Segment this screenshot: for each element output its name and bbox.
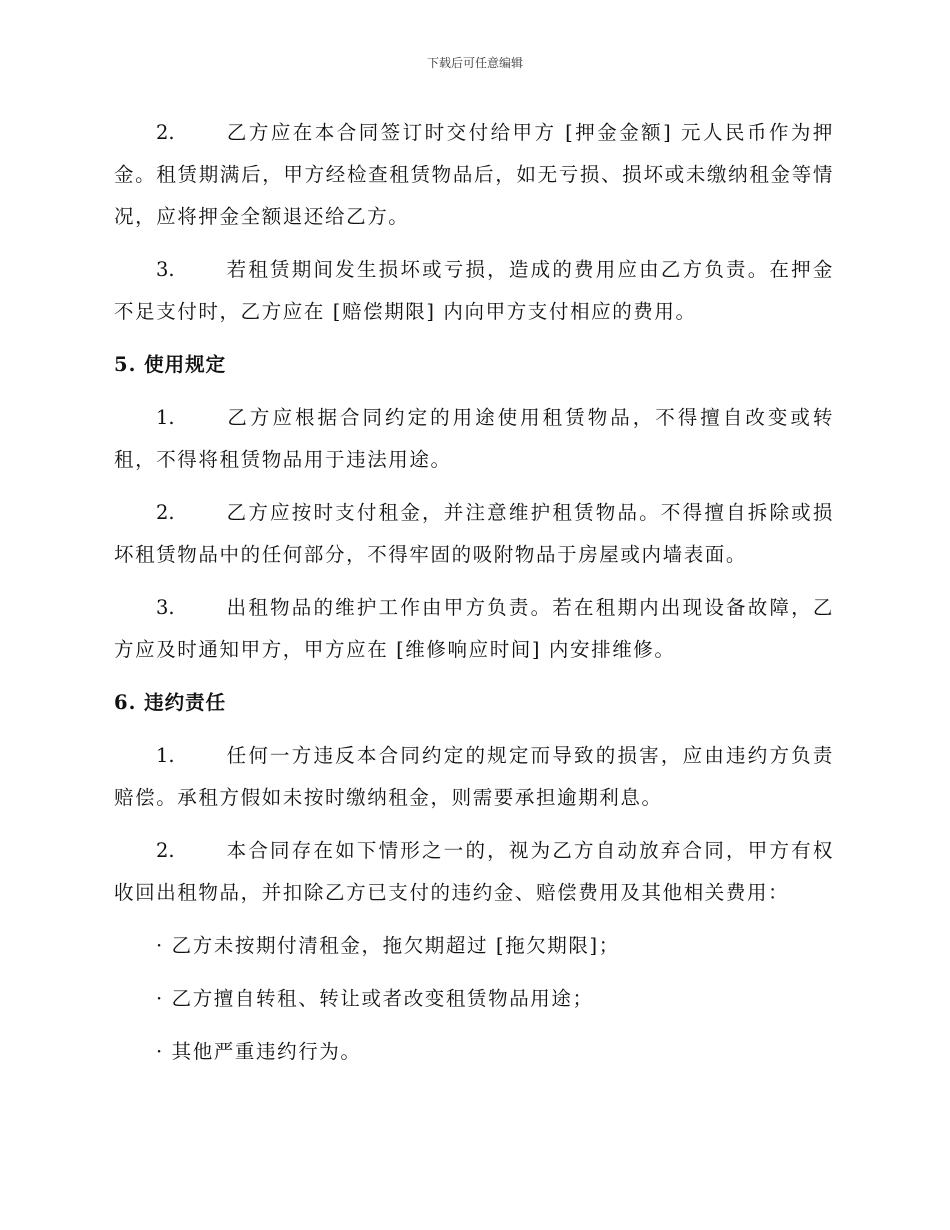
section5-item-2 [114, 492, 834, 576]
item-text: 乙方应按时支付租金，并注意维护租赁物品。不得擅自拆除或损坏租赁物品中的任何部分，不得牢固的吸附物品于房屋或内墙表面。 [114, 501, 834, 566]
item-text: 出租物品的维护工作由甲方负责。若在租期内出现设备故障，乙方应及时通知甲方，甲方应在 [维修响应时间] 内安排维修。 [114, 596, 834, 661]
bullet-item: · 其他严重违约行为。 [156, 1040, 362, 1063]
section5-heading: 5. 使用规定 [114, 353, 227, 376]
section5-item-3 [114, 587, 834, 671]
bullet-item: · 乙方擅自转租、转让或者改变租赁物品用途； [156, 987, 594, 1010]
item-number: 2. [156, 501, 175, 524]
item-text: 任何一方违反本合同约定的规定而导致的损害，应由违约方负责赔偿。承租方假如未按时缴纳租金，则需要承担逾期利息。 [114, 744, 834, 809]
item-number: 3. [156, 596, 175, 619]
page-header: 下载后可任意编辑 [426, 56, 523, 70]
item-number: 1. [156, 744, 175, 767]
item-number: 2. [156, 121, 175, 144]
item-text: 若租赁期间发生损坏或亏损，造成的费用应由乙方负责。在押金不足支付时，乙方应在 [赔偿期限] 内向甲方支付相应的费用。 [114, 258, 834, 323]
bullet-item: · 乙方未按期付清租金，拖欠期超过 [拖欠期限]； [156, 934, 620, 957]
section4-item-2 [114, 112, 834, 238]
item-number: 2. [156, 839, 175, 862]
item-text: 本合同存在如下情形之一的，视为乙方自动放弃合同，甲方有权收回出租物品，并扣除乙方已支付的违约金、赔偿费用及其他相关费用： [114, 839, 834, 904]
item-number: 3. [156, 258, 175, 281]
section6-item-1 [114, 735, 834, 819]
section6-heading: 6. 违约责任 [114, 691, 227, 714]
section5-item-1 [114, 397, 834, 481]
item-number: 1. [156, 406, 175, 429]
document-body [114, 112, 834, 1084]
section4-item-3 [114, 249, 834, 333]
item-text: 乙方应根据合同约定的用途使用租赁物品，不得擅自改变或转租，不得将租赁物品用于违法用途。 [114, 406, 834, 471]
section6-item-2 [114, 830, 834, 914]
item-text: 乙方应在本合同签订时交付给甲方 [押金金额] 元人民币作为押金。租赁期满后，甲方经检查租赁物品后，如无亏损、损坏或未缴纳租金等情况，应将押金全额退还给乙方。 [114, 121, 834, 228]
